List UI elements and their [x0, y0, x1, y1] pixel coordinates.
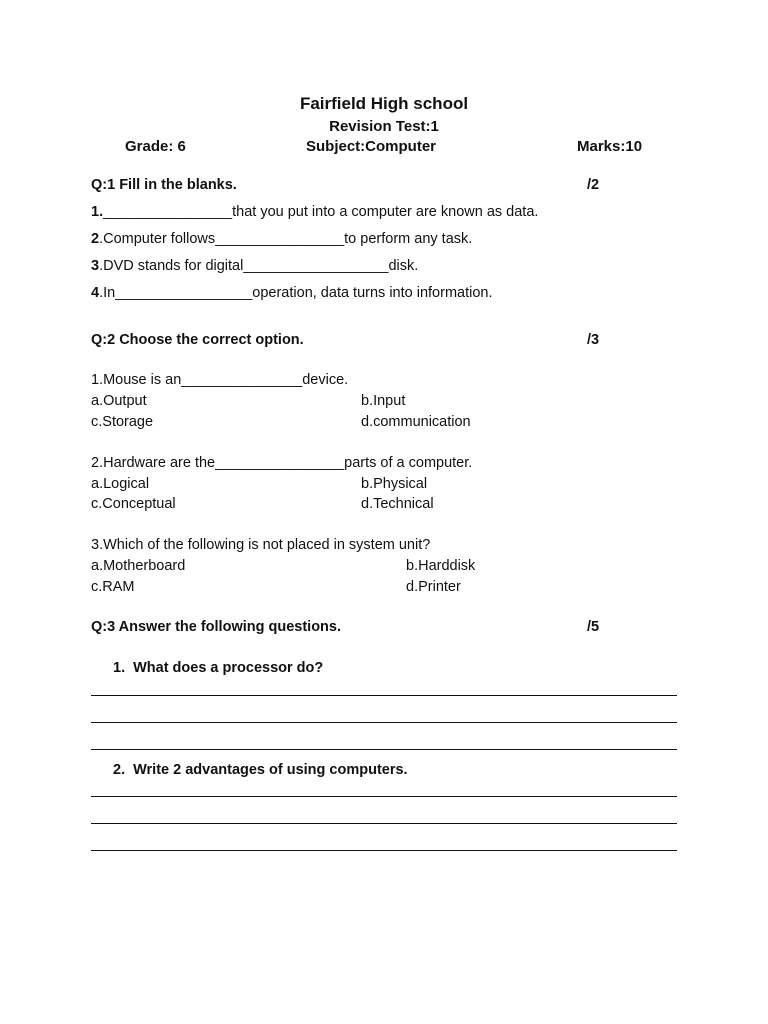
- q2-item-2-option-a: a.Logical: [91, 476, 150, 492]
- test-title: Revision Test:1: [329, 118, 439, 135]
- answer-line: [91, 695, 677, 696]
- q2-item-2-question: 2.Hardware are the________________parts of a computer.: [91, 455, 473, 471]
- q1-item-3: [91, 258, 418, 274]
- q3-marks: /5: [587, 619, 600, 635]
- q2-item-2-option-c: c.Conceptual: [91, 496, 176, 512]
- q1-item-3-number: 3: [91, 258, 100, 274]
- q3-heading: Q:3 Answer the following questions.: [91, 619, 342, 635]
- answer-line: [91, 823, 677, 824]
- q2-item-3-option-c: c.RAM: [91, 579, 135, 595]
- q3-item-1-text: What does a processor do?: [133, 660, 324, 676]
- q1-item-4: [91, 285, 493, 301]
- q2-item-1-option-d: d.communication: [361, 414, 471, 430]
- q3-item-2: [113, 762, 408, 778]
- q2-item-3-option-b: b.Harddisk: [406, 558, 476, 574]
- subject-label: Subject:Computer: [306, 138, 437, 155]
- q2-item-1-option-c: c.Storage: [91, 414, 154, 430]
- answer-line: [91, 796, 677, 797]
- q2-item-2-option-d: d.Technical: [361, 496, 434, 512]
- q1-item-1: [91, 204, 538, 220]
- q2-heading: Q:2 Choose the correct option.: [91, 332, 304, 348]
- q2-item-1-option-a: a.Output: [91, 393, 147, 409]
- q1-item-2-number: 2: [91, 231, 100, 247]
- q2-marks: /3: [587, 332, 600, 348]
- q1-item-4-text: .In_________________operation, data turns into information.: [99, 285, 493, 301]
- answer-line: [91, 749, 677, 750]
- q2-item-1-question: 1.Mouse is an_______________device.: [91, 372, 349, 388]
- q1-item-4-number: 4: [91, 285, 100, 301]
- answer-line: [91, 722, 677, 723]
- marks-label: Marks:10: [577, 138, 643, 155]
- q1-marks: /2: [587, 177, 600, 193]
- q2-item-1-option-b: b.Input: [361, 393, 406, 409]
- q2-item-3-option-a: a.Motherboard: [91, 558, 186, 574]
- q1-item-2: [91, 231, 472, 247]
- q3-item-1: [113, 660, 323, 676]
- q2-item-3-option-d: d.Printer: [406, 579, 461, 595]
- q1-item-1-number: 1.: [91, 204, 104, 220]
- q3-item-2-number: 2.: [113, 762, 126, 778]
- q1-item-3-text: .DVD stands for digital__________________disk.: [99, 258, 419, 274]
- school-name: Fairfield High school: [299, 94, 469, 113]
- answer-line: [91, 850, 677, 851]
- q2-item-3-question: 3.Which of the following is not placed in system unit?: [91, 537, 431, 553]
- grade-label: Grade: 6: [125, 138, 186, 155]
- q1-heading: Q:1 Fill in the blanks.: [91, 177, 237, 193]
- q1-item-2-text: .Computer follows________________to perform any task.: [99, 231, 473, 247]
- q2-item-2-option-b: b.Physical: [361, 476, 428, 492]
- q3-item-1-number: 1.: [113, 660, 126, 676]
- q1-item-1-text: ________________that you put into a computer are known as data.: [103, 204, 539, 220]
- q3-item-2-text: Write 2 advantages of using computers.: [133, 762, 408, 778]
